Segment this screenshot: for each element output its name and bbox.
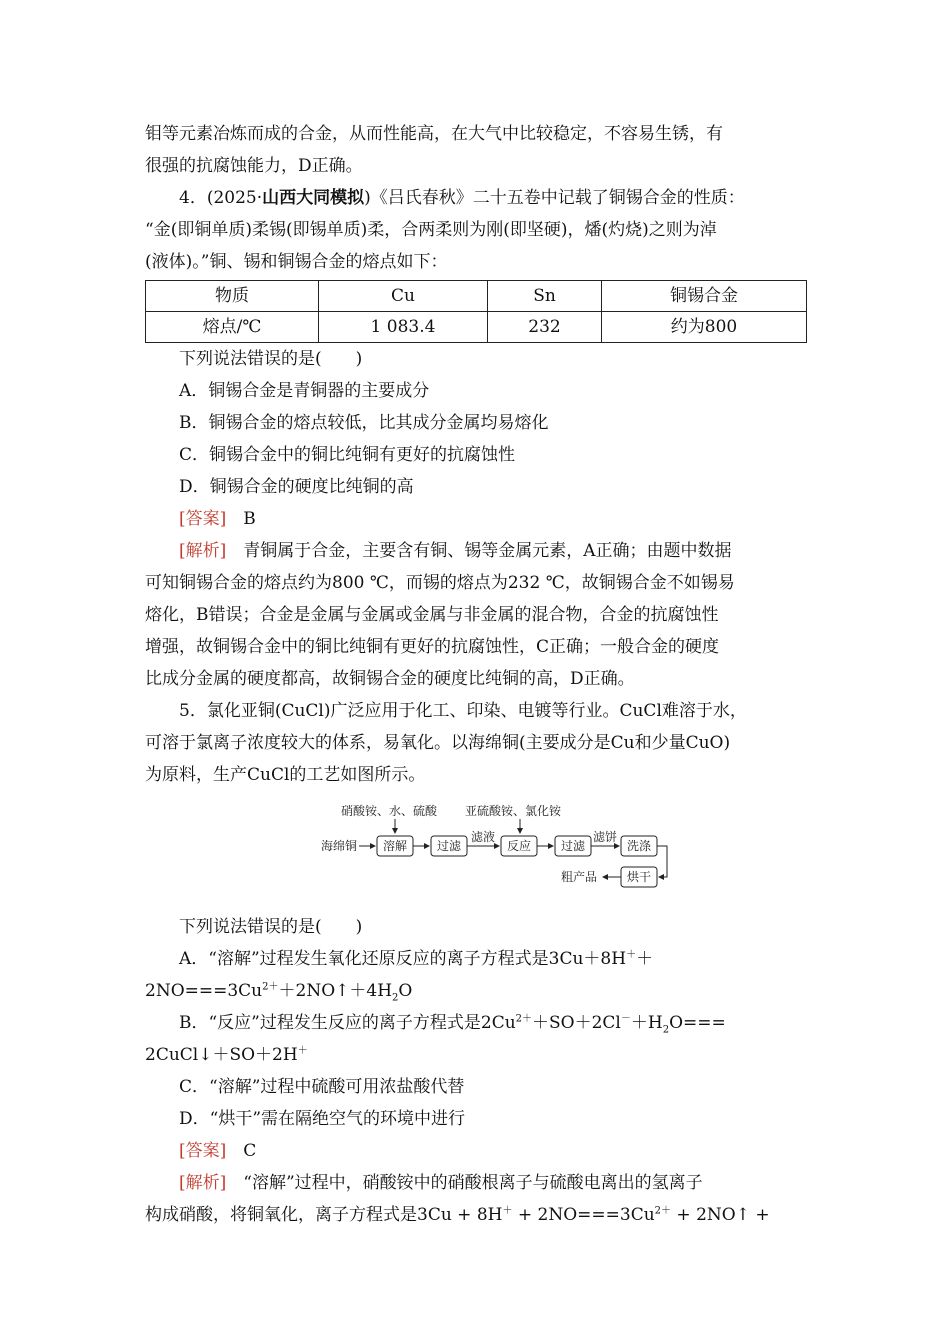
wash-label: 洗涤 — [627, 839, 652, 853]
text: O=== — [669, 1013, 726, 1033]
table-cell: 1 083.4 — [319, 312, 488, 343]
text: O — [398, 981, 413, 1001]
react-label: 反应 — [507, 839, 532, 853]
answer-label: [答案] — [179, 509, 227, 529]
table-row — [146, 312, 807, 343]
text: ＋ — [636, 949, 654, 969]
superscript: ＋ — [626, 949, 637, 961]
superscript: 2＋ — [654, 1205, 672, 1217]
q5-analysis-1 — [145, 1167, 807, 1199]
flow-svg — [315, 801, 675, 897]
superscript: ＋ — [297, 1045, 308, 1057]
q5-stem-3: 为原料，生产CuCl的工艺如图所示。 — [145, 765, 426, 785]
table-header-cell: Sn — [488, 281, 602, 312]
q5-answer — [145, 1135, 807, 1167]
filtrate-label: 滤液 — [471, 830, 496, 844]
text: 2NO===3Cu — [145, 981, 263, 1001]
analysis-label: [解析] — [179, 541, 227, 561]
analysis-label: [解析] — [179, 1173, 227, 1193]
table-header-cell: 铜锡合金 — [602, 281, 807, 312]
table-header-cell: 物质 — [146, 281, 319, 312]
filter1-label: 过滤 — [437, 839, 462, 853]
q5-stem-2: 可溶于氯离子浓度较大的体系，易氧化。以海绵铜(主要成分是Cu和少量CuO) — [145, 733, 731, 753]
q4-stem-c: (液体)。”铜、锡和铜锡合金的熔点如下： — [145, 252, 448, 272]
start-material: 海绵铜 — [321, 839, 358, 853]
filter2-label: 过滤 — [561, 839, 586, 853]
q4-answer — [145, 503, 807, 535]
q4-prompt: 下列说法错误的是( ) — [179, 349, 363, 369]
q4-analysis-3: 熔化，B错误；合金是金属与金属或金属与非金属的混合物，合金的抗腐蚀性 — [145, 605, 719, 625]
dry-label: 烘干 — [627, 870, 652, 884]
answer-label: [答案] — [179, 1141, 227, 1161]
q5-option-a — [145, 943, 807, 975]
table-cell: 熔点/℃ — [146, 312, 319, 343]
q5-option-a-cont — [145, 975, 807, 1007]
input-reagents-1: 硝酸铵、水、硫酸 — [341, 804, 438, 818]
text: + 2NO===3Cu — [512, 1205, 655, 1225]
superscript: － — [620, 1013, 631, 1025]
q4-option-d: D．铜锡合金的硬度比纯铜的高 — [179, 477, 414, 497]
input-reagents-2: 亚硫酸铵、氯化铵 — [465, 804, 562, 818]
q4-analysis-1 — [145, 535, 807, 567]
q5-option-c: C．“溶解”过程中硫酸可用浓盐酸代替 — [179, 1077, 465, 1097]
text: A．“溶解”过程发生氧化还原反应的离子方程式是3Cu＋8H — [179, 949, 627, 969]
intro-line-1: 钼等元素冶炼而成的合金，从而性能高，在大气中比较稳定，不容易生锈，有 — [145, 124, 723, 144]
q4-analysis-5: 比成分金属的硬度都高，故铜锡合金的硬度比纯铜的高，D正确。 — [145, 669, 635, 689]
q5-prompt: 下列说法错误的是( ) — [179, 917, 363, 937]
q5-option-b-cont — [145, 1039, 807, 1071]
text: B．“反应”过程发生反应的离子方程式是2Cu — [179, 1013, 516, 1033]
q5-analysis-2 — [145, 1199, 807, 1231]
q5-option-b — [145, 1007, 807, 1039]
q4-stem — [145, 182, 807, 214]
table-header-cell: Cu — [319, 281, 488, 312]
subscript: 2 — [662, 1024, 670, 1036]
superscript: ＋ — [502, 1205, 513, 1217]
analysis-text: “溶解”过程中，硝酸铵中的硝酸根离子与硫酸电离出的氢离子 — [243, 1173, 703, 1193]
text: 构成硝酸，将铜氧化，离子方程式是3Cu + 8H — [145, 1205, 503, 1225]
q4-analysis-2: 可知铜锡合金的熔点约为800 ℃，而锡的熔点为232 ℃，故铜锡合金不如锡易 — [145, 573, 735, 593]
analysis-text: 青铜属于合金，主要含有铜、锡等金属元素，A正确；由题中数据 — [243, 541, 732, 561]
q4-option-c: C．铜锡合金中的铜比纯铜有更好的抗腐蚀性 — [179, 445, 516, 465]
q4-option-a: A．铜锡合金是青铜器的主要成分 — [179, 381, 430, 401]
melting-point-table — [145, 280, 807, 343]
table-row — [146, 281, 807, 312]
q4-option-b: B．铜锡合金的熔点较低，比其成分金属均易熔化 — [179, 413, 549, 433]
q4-stem-b: “金(即铜单质)柔锡(即锡单质)柔，合两柔则为刚(即坚硬)，燔(灼烧)之则为淖 — [145, 220, 717, 240]
process-flow-diagram — [145, 801, 807, 897]
superscript: 2＋ — [262, 981, 279, 993]
table-cell: 232 — [488, 312, 602, 343]
answer-value: B — [243, 509, 256, 529]
intro-line-2: 很强的抗腐蚀能力，D正确。 — [145, 156, 363, 176]
q5-option-d: D．“烘干”需在隔绝空气的环境中进行 — [179, 1109, 466, 1129]
text: ＋2NO↑＋4H — [278, 981, 393, 1001]
q4-stem-a: )《吕氏春秋》二十五卷中记载了铜锡合金的性质： — [364, 188, 745, 208]
text: ＋SO＋2Cl — [532, 1013, 621, 1033]
answer-value: C — [243, 1141, 257, 1161]
q5-stem-1: 5．氯化亚铜(CuCl)广泛应用于化工、印染、电镀等行业。CuCl难溶于水， — [179, 701, 747, 721]
q4-source: 山西大同模拟 — [262, 188, 365, 208]
text: 2CuCl↓＋SO＋2H — [145, 1045, 298, 1065]
q4-analysis-4: 增强，故铜锡合金中的铜比纯铜有更好的抗腐蚀性，C正确；一般合金的硬度 — [145, 637, 720, 657]
dissolve-label: 溶解 — [383, 839, 408, 853]
table-cell: 约为800 — [602, 312, 807, 343]
subscript: 2 — [392, 992, 399, 1004]
cake-label: 滤饼 — [593, 830, 618, 844]
superscript: 2＋ — [515, 1013, 533, 1025]
text: ＋H — [630, 1013, 663, 1033]
q4-number: 4．(2025· — [179, 188, 263, 208]
document-page — [145, 118, 807, 1231]
text: + 2NO↑ + — [671, 1205, 770, 1225]
product-label: 粗产品 — [561, 870, 598, 884]
